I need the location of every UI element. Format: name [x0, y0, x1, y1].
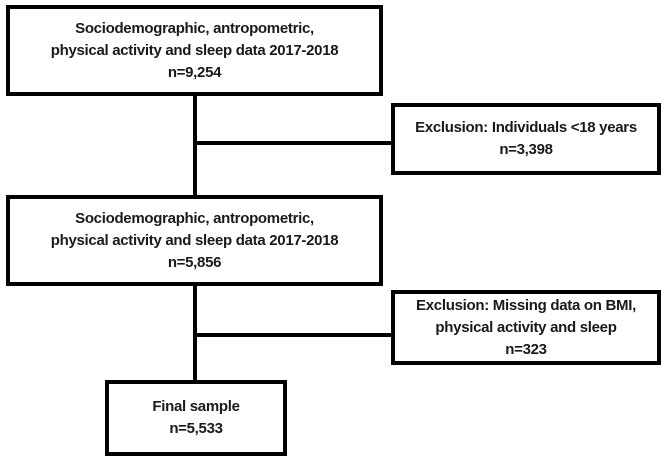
box-text-line: physical activity and sleep data 2017-2018 [50, 41, 339, 59]
connector-vertical-initial-to-after-age [193, 96, 197, 195]
box-text-line: Exclusion: Missing data on BMI, [416, 296, 636, 314]
box-text-line: Sociodemographic, antropometric, [75, 209, 314, 227]
connector-horizontal-to-exclusion-missing [195, 333, 391, 337]
flow-box-initial-sample [6, 5, 383, 96]
sample-size-value: n=5,856 [167, 253, 222, 271]
flow-box-exclusion-age [391, 103, 661, 175]
box-text-line: Final sample [152, 398, 240, 415]
sample-size-value: n=9,254 [167, 63, 222, 81]
flow-box-final-sample [105, 380, 287, 456]
box-text-line: physical activity and sleep data 2017-2018 [50, 231, 339, 249]
sample-size-value: n=323 [505, 340, 547, 358]
box-text-line: Exclusion: Individuals <18 years [415, 119, 637, 136]
box-text-line: Sociodemographic, antropometric, [75, 19, 314, 37]
flow-box-after-age-exclusion [6, 195, 383, 286]
box-text-line: physical activity and sleep [435, 318, 617, 336]
flow-box-exclusion-missing-data [391, 290, 661, 365]
sample-size-value: n=5,533 [169, 420, 223, 437]
sample-size-value: n=3,398 [499, 141, 553, 158]
connector-horizontal-to-exclusion-age [195, 141, 391, 145]
